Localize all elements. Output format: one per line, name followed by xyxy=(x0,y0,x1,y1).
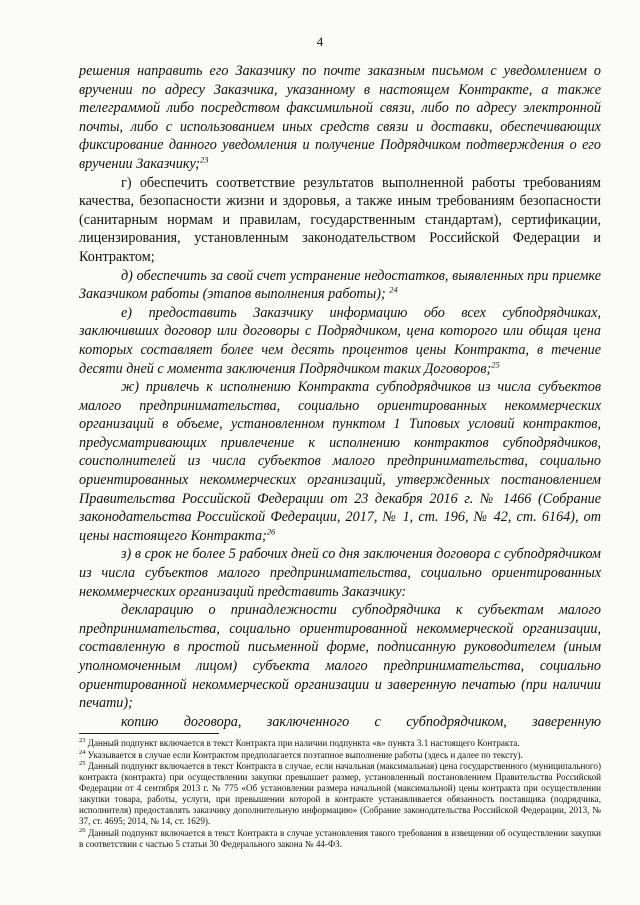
footnote-text: Указывается в случае если Контрактом предполагается поэтапное выполнение работы (здесь и далее по тексту). xyxy=(87,749,523,760)
footnote-separator xyxy=(79,733,219,734)
footnote-text: Данный подпункт включается в текст Контракта при наличии подпункта «в» пункта 3.1 настоящего Контракта. xyxy=(87,738,520,748)
footnote xyxy=(79,738,601,749)
paragraph-item-d xyxy=(79,267,601,304)
paragraph-contract-copy xyxy=(79,713,601,732)
paragraph-text: д) обеспечить за свой счет устранение недостатков, выявленных при приемке Заказчиком работы (этапов выполнения работы); xyxy=(79,267,601,303)
footnote-ref: 25 xyxy=(491,358,500,369)
paragraph-item-g xyxy=(79,174,601,267)
footnote xyxy=(79,761,601,827)
paragraph-text: копию договора, заключенного с субподрядчиком, заверенную xyxy=(121,713,601,730)
footnotes xyxy=(79,738,601,850)
paragraph-item-z xyxy=(79,545,601,601)
footnote xyxy=(79,750,601,761)
footnote-number: 23 xyxy=(79,736,86,744)
footnote-number: 24 xyxy=(79,748,86,756)
paragraph-declaration xyxy=(79,601,601,713)
paragraph-continuation xyxy=(79,62,601,174)
footnote-number: 26 xyxy=(79,826,86,834)
paragraph-text: е) предоставить Заказчику информацию обо всех субподрядчиках, заключивших договор или договоры с Подрядчиком, цена которого или общая цена которых составляет более чем десять процентов цены Контракта, в течение десяти дней с момента заключения Подрядчиком таких Договоров; xyxy=(79,304,601,377)
paragraph-text: декларацию о принадлежности субподрядчика к субъектам малого предпринимательства, социально ориентированной некоммерческой организации, составленную в простой письменной форме, подписанную руководителем (иным уполномоченным лицом) субъекта малого предпринимательства, социально ориентированной некоммерческой организации и заверенную печатью (при наличии печати); xyxy=(79,602,601,712)
paragraph-text: ж) привлечь к исполнению Контракта субподрядчиков из числа субъектов малого предпринимательства, социально ориентированных некоммерческих организаций в объеме, установленном пунктом 1 Типовых условий контрактов, предусматривающих привлечение к исполнению контрактов субподрядчиков, соисполнителей из числа субъектов малого предпринимательства, социально ориентированных некоммерческих организаций, утвержденных постановлением Правительства Российской Федерации от 23 декабря 2016 г. № 1466 (Собрание законодательства Российской Федерации, 2017, № 1, ст. 196, № 42, ст. 6164), от цены настоящего Контракта; xyxy=(79,379,601,544)
page-number: 4 xyxy=(316,34,324,49)
paragraph-text: з) в срок не более 5 рабочих дней со дня заключения договора с субподрядчиком из числа субъектов малого предпринимательства, социально ориентированных некоммерческих организаций представить Заказчику: xyxy=(79,546,601,600)
paragraph-item-zh xyxy=(79,378,601,545)
footnote-ref: 24 xyxy=(389,284,398,295)
footnote-ref: 23 xyxy=(200,154,209,165)
paragraph-text: решения направить его Заказчику по почте заказным письмом с уведомлением о вручении по адресу Заказчика, указанному в настоящем Контракте, а также телеграммой либо посредством факсимильной связи, либо по адресу электронной почты, либо с использованием иных средств связи и доставки, обеспечивающих фиксирование данного уведомления и получение Подрядчиком подтверждения о его вручении Заказчику; xyxy=(79,63,601,172)
footnote xyxy=(79,828,601,850)
paragraph-item-e xyxy=(79,304,601,378)
footnote-number: 25 xyxy=(79,759,86,767)
footnote-text: Данный подпункт включается в текст Контракта в случае установления такого требования в извещении об осуществлении закупки в соответствии с частью 5 статьи 30 Федерального закона № 44-ФЗ. xyxy=(79,827,601,849)
footnote-ref: 26 xyxy=(266,526,276,537)
paragraph-text: г) обеспечить соответствие результатов выполненной работы требованиям качества, безопасности жизни и здоровья, а также иным требованиям безопасности (санитарным нормам и правилам, государственным стандартам), сертификации, лицензирования, установленным законодательством Российской Федерации и Контрактом; xyxy=(79,174,601,265)
document-body xyxy=(79,62,601,731)
footnote-text: Данный подпункт включается в текст Контракта в случае, если начальная (максимальная) цена государственного (муниципального) контракта (контракта) при осуществлении закупки превышает размер, установленный постановлением Правительства Российской Федерации от 4 сентября 2013 г. № 775 «Об установлении размера начальной (максимальной) цены контракта при осуществлении закупки товара, работы, услуги, при превышении которой в контракте устанавливается обязанность поставщика (подрядчика, исполнителя) предоставлять заказчику дополнительную информацию» (Собрание законодательства Российской Федерации, 2013, № 37, ст. 4695; 2014, № 14, ст. 1629). xyxy=(79,761,601,826)
